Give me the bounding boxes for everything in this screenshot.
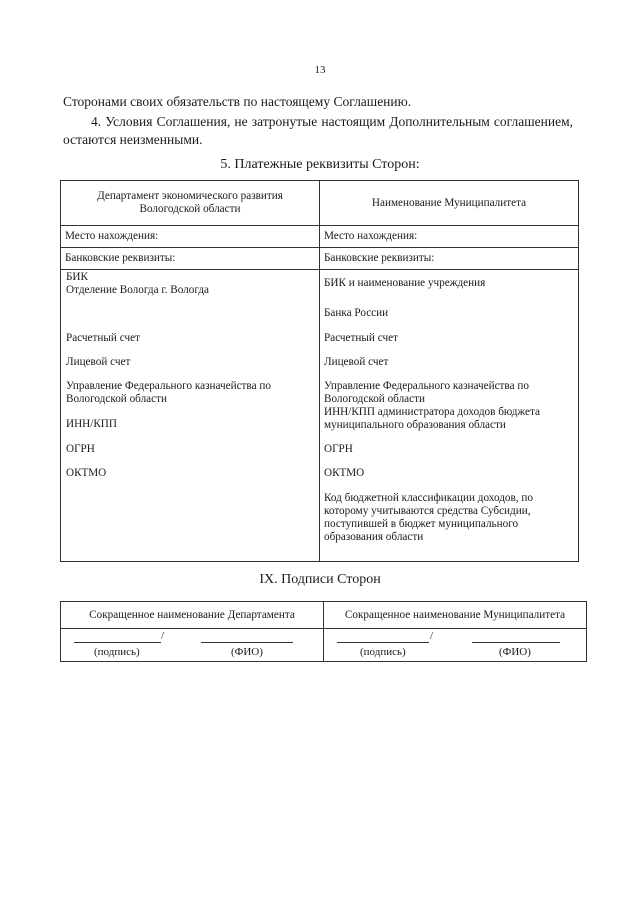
dept-bik: БИК — [66, 271, 88, 283]
mun-inn-line1: ИНН/КПП администратора доходов бюджета — [324, 406, 540, 418]
mun-settlement-account: Расчетный счет — [324, 332, 398, 344]
dept-branch: Отделение Вологда г. Вологда — [66, 284, 210, 296]
municipality-bank-details: Банковские реквизиты: — [320, 248, 579, 270]
municipality-short-name-header: Сокращенное наименование Муниципалитета — [324, 602, 587, 629]
municipality-header-cell: Наименование Муниципалитета — [320, 181, 579, 226]
dept-signature-label: (подпись) — [94, 646, 140, 658]
signatures-table — [60, 601, 587, 662]
municipality-location: Место нахождения: — [320, 226, 579, 248]
dept-ogrn: ОГРН — [66, 443, 95, 455]
mun-inn-line2: муниципального образования области — [324, 419, 506, 431]
section-9-title: IX. Подписи Сторон — [259, 572, 381, 587]
section-5-title: 5. Платежные реквизиты Сторон: — [220, 157, 420, 172]
mun-kbk-line2: которому учитываются средства Субсидии, — [324, 505, 531, 517]
department-header-line2: Вологодской области — [139, 203, 241, 215]
dept-name-line — [201, 642, 293, 643]
department-requisites-cell — [61, 270, 320, 562]
mun-slash: / — [430, 630, 434, 642]
department-location: Место нахождения: — [61, 226, 320, 248]
mun-name-line — [472, 642, 560, 643]
department-bank-details: Банковские реквизиты: — [61, 248, 320, 270]
paragraph-conditions: 4. Условия Соглашения, не затронутые настоящим Дополнительным соглашением, остаются неизменными. — [63, 114, 573, 147]
mun-ogrn: ОГРН — [324, 443, 353, 455]
dept-treasury-line2: Вологодской области — [66, 393, 167, 405]
page-number: 13 — [314, 64, 326, 76]
dept-treasury-line1: Управление Федерального казначейства по — [66, 380, 271, 392]
dept-inn-kpp: ИНН/КПП — [66, 418, 117, 430]
dept-signature-line — [74, 642, 161, 643]
mun-kbk-line3: поступившей в бюджет муниципального — [324, 518, 519, 530]
municipality-requisites-cell — [320, 270, 579, 562]
municipality-signature-cell — [324, 629, 587, 662]
department-header-line1: Департамент экономического развития — [97, 190, 283, 202]
dept-settlement-account: Расчетный счет — [66, 332, 140, 344]
mun-treasury-line2: Вологодской области — [324, 393, 425, 405]
mun-signature-label: (подпись) — [360, 646, 406, 658]
mun-name-label: (ФИО) — [499, 646, 531, 658]
mun-personal-account: Лицевой счет — [324, 356, 389, 368]
mun-kbk-line4: образования области — [324, 531, 424, 543]
department-header-cell — [61, 181, 320, 226]
department-signature-cell — [61, 629, 324, 662]
dept-name-label: (ФИО) — [231, 646, 263, 658]
mun-oktmo: ОКТМО — [324, 467, 365, 479]
payment-requisites-table — [60, 180, 579, 562]
mun-signature-line — [337, 642, 429, 643]
mun-treasury-line1: Управление Федерального казначейства по — [324, 380, 529, 392]
mun-bik: БИК и наименование учреждения — [324, 277, 486, 289]
mun-kbk-line1: Код бюджетной классификации доходов, по — [324, 492, 533, 504]
dept-oktmo: ОКТМО — [66, 467, 107, 479]
paragraph-continuation: Сторонами своих обязательств по настоящему Соглашению. — [63, 94, 412, 109]
dept-personal-account: Лицевой счет — [66, 356, 131, 368]
department-short-name-header: Сокращенное наименование Департамента — [61, 602, 324, 629]
dept-slash: / — [161, 630, 165, 642]
mun-bank: Банка России — [324, 307, 389, 319]
